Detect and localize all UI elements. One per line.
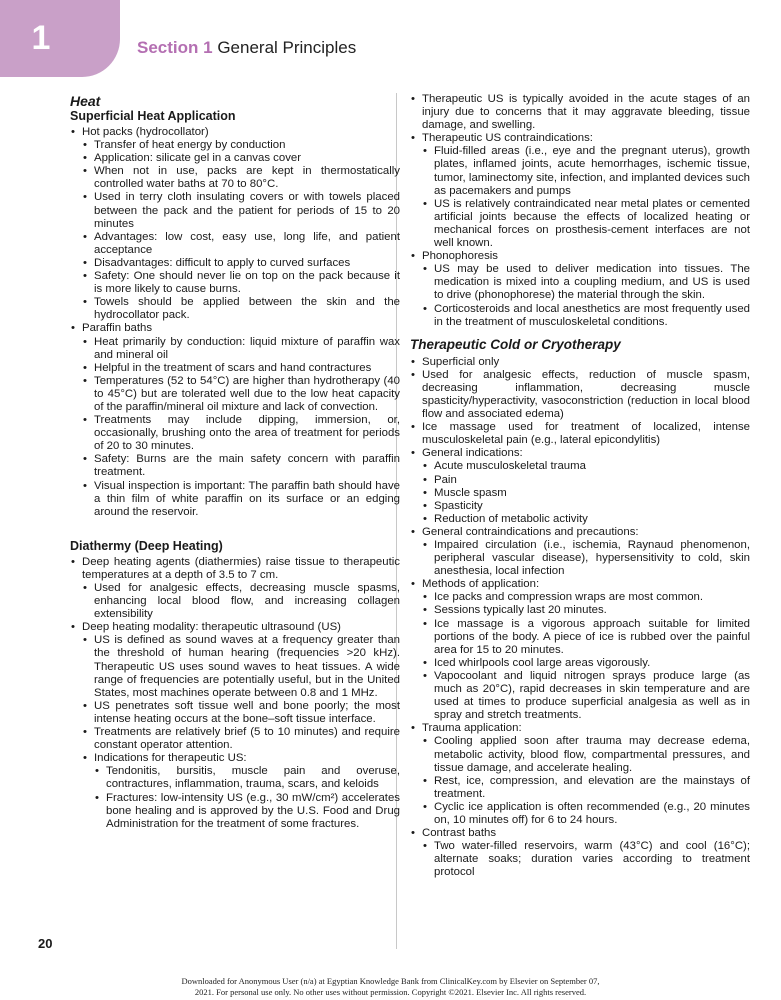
list-item-text: • When not in use, packs are kept in thermostatically controlled water baths at 70 to 80°C.: [94, 165, 400, 191]
list-item: [422, 500, 750, 513]
list-item: [422, 263, 750, 302]
list-item-text: • Safety: One should never lie on top on the pack because it is more likely to cause burns.: [94, 270, 400, 296]
us-continued-list: [410, 93, 750, 329]
list-item-text: • Muscle spasm: [434, 486, 507, 499]
list-item: [422, 539, 750, 578]
ultrasound-sublist: [82, 634, 400, 830]
section-name: General Principles: [217, 38, 357, 57]
list-item: [422, 618, 750, 657]
list-item-text: • Treatments may include dipping, immersion, or, occasionally, brushing onto the area of treatment for periods of 20 to 30 minutes.: [94, 414, 400, 453]
list-item-text: • Pain: [434, 473, 457, 486]
contraindications-sublist: [422, 145, 750, 250]
list-item: [82, 375, 400, 414]
list-item: [82, 231, 400, 257]
list-item-text: • US is defined as sound waves at a frequency greater than the threshold of human hearing (frequencies >20 kHz). Therapeutic US uses sound waves to heat tissues. A wide range of frequencies are potentially useful, but in the United States, most machines operate between 0.8 and 1 MHz.: [94, 634, 400, 699]
list-item: [422, 198, 750, 250]
list-item: [70, 621, 400, 831]
page-number: 20: [38, 936, 53, 951]
list-item: [422, 460, 750, 473]
list-item: [422, 670, 750, 722]
list-item: [410, 827, 750, 879]
list-item-text: • Ice packs and compression wraps are most common.: [434, 591, 704, 604]
list-item: [422, 735, 750, 774]
list-item-text: • Towels should be applied between the skin and the hydrocollator pack.: [94, 296, 400, 322]
list-item: [410, 93, 750, 132]
list-item: [422, 775, 750, 801]
superficial-list: [70, 126, 400, 519]
indications-sublist: [422, 460, 750, 525]
list-item: [94, 792, 400, 831]
list-item-text: • US is relatively contraindicated near metal plates or cemented artificial joints because the effects of localized heating or mechanical forces on prosthesis-cement interfaces are not well known.: [434, 197, 750, 250]
indications-sublist: [94, 765, 400, 830]
list-item: [422, 474, 750, 487]
hot-packs-sublist: [82, 139, 400, 322]
list-item: [82, 752, 400, 831]
footer-line: 2021. For personal use only. No other uses without permission. Copyright ©2021. Elsevier Inc. All rights reserved.: [194, 987, 587, 997]
list-item: [422, 604, 750, 617]
list-item-text: • Superficial only: [422, 355, 500, 368]
list-item-text: • Corticosteroids and local anesthetics are most frequently used in the treatment of musculoskeletal conditions.: [434, 302, 750, 328]
list-item: [82, 165, 400, 191]
footer-line: Downloaded for Anonymous User (n/a) at Egyptian Knowledge Bank from ClinicalKey.com by Elsevier on September 07,: [181, 976, 600, 986]
right-column: [410, 93, 750, 879]
list-item: [82, 726, 400, 752]
list-item-text: • Tendonitis, bursitis, muscle pain and overuse, contractures, inflammation, trauma, scars, and keloids: [106, 765, 400, 791]
list-item: [410, 369, 750, 421]
list-item: [82, 480, 400, 519]
list-item-text: • Fluid-filled areas (i.e., eye and the pregnant uterus), growth plates, inflamed joints, acute hemorrhages, ischemic tissue, tumor, laminectomy site, infection, and implanted devices such as pacemakers and pumps: [434, 145, 750, 197]
contraindications-sublist: [422, 539, 750, 578]
chapter-number: 1: [31, 19, 51, 57]
list-item-text: • Trauma application:: [422, 722, 522, 735]
list-item-text: • Phonophoresis: [422, 250, 498, 263]
list-item: [82, 634, 400, 699]
list-item-text: • Reduction of metabolic activity: [434, 512, 588, 525]
list-item: [82, 296, 400, 322]
list-item-text: • General contraindications and precautions:: [422, 525, 639, 538]
list-item: [410, 250, 750, 329]
list-item-text: • General indications:: [422, 447, 523, 460]
list-item-text: • Application: silicate gel in a canvas cover: [94, 152, 302, 165]
phonophoresis-sublist: [422, 263, 750, 328]
list-item-text: • Helpful in the treatment of scars and hand contractures: [94, 361, 372, 374]
list-item: [82, 152, 400, 165]
list-item: [410, 526, 750, 578]
section-label: Section 1: [137, 38, 213, 57]
list-item: [410, 722, 750, 827]
list-item: [410, 421, 750, 447]
list-item: [82, 270, 400, 296]
list-item: [422, 303, 750, 329]
list-item: [410, 356, 750, 369]
list-item: [410, 447, 750, 526]
methods-sublist: [422, 591, 750, 722]
list-item-text: • Treatments are relatively brief (5 to 10 minutes) and require constant operator attention.: [94, 726, 400, 752]
chapter-tab: [0, 0, 120, 77]
list-item-text: • Two water-filled reservoirs, warm (43°C) and cool (16°C); alternate soaks; duration varies according to treatment protocol: [434, 840, 750, 879]
paraffin-sublist: [82, 336, 400, 519]
left-column: [70, 93, 400, 831]
superficial-heat-heading: Superficial Heat Application: [70, 109, 236, 123]
list-item-text: • Hot packs (hydrocollator): [82, 126, 209, 138]
list-item-text: • Visual inspection is important: The paraffin bath should have a thin film of white paraffin on its surface or an edging around the reservoir.: [94, 479, 400, 518]
list-item-text: • Therapeutic US is typically avoided in the acute stages of an injury due to concerns that it may aggravate bleeding, tissue damage, and swelling.: [422, 93, 750, 132]
list-item-text: • Cooling applied soon after trauma may decrease edema, metabolic activity, blood flow, compartmental pressures, and tissue damage, and accelerate healing.: [434, 735, 750, 774]
list-item-text: • Used for analgesic effects, decreasing muscle spasms, enhancing local blood flow, and increasing collagen extensibility: [94, 582, 400, 621]
list-item-text: • Sessions typically last 20 minutes.: [434, 604, 607, 617]
list-item-text: • Impaired circulation (i.e., ischemia, Raynaud phenomenon, peripheral vascular disease), hypersensitivity to cold, skin anesthesia, local infection: [434, 539, 750, 578]
list-item-text: • Heat primarily by conduction: liquid mixture of paraffin wax and mineral oil: [94, 335, 400, 361]
trauma-sublist: [422, 735, 750, 827]
diathermy-list: [70, 556, 400, 831]
list-item-text: • Cyclic ice application is often recommended (e.g., 20 minutes on, 10 minutes off) for 6 to 24 hours.: [434, 800, 750, 826]
list-item: [422, 487, 750, 500]
list-item: [410, 578, 750, 722]
list-item-text: • Vapocoolant and liquid nitrogen sprays produce large (as much as 20°C), rapid decreases in skin temperature and are used at times to produce superficial analgesia as well as in spray and stretch treatments.: [434, 669, 750, 722]
list-item: [82, 414, 400, 453]
list-item: [82, 139, 400, 152]
list-item-text: • Iced whirlpools cool large areas vigorously.: [434, 656, 651, 669]
list-item: [82, 362, 400, 375]
list-item: [82, 257, 400, 270]
list-item-text: • Ice massage used for treatment of localized, intense musculoskeletal pain (e.g., lateral epicondylitis): [422, 421, 750, 447]
list-item: [82, 582, 400, 621]
list-item-text: • Temperatures (52 to 54°C) are higher than hydrotherapy (40 to 45°C) but are tolerated well due to the low heat capacity of the paraffin/mineral oil mixture and lack of convection.: [94, 374, 400, 413]
list-item: [82, 191, 400, 230]
list-item: [82, 336, 400, 362]
list-item-text: • Disadvantages: difficult to apply to curved surfaces: [94, 256, 351, 269]
list-item-text: • US may be used to deliver medication into tissues. The medication is mixed into a coupling medium, and US is used to drive (phonophorese) the material through the skin.: [434, 263, 750, 302]
list-item: [422, 801, 750, 827]
list-item: [422, 840, 750, 879]
list-item: [94, 765, 400, 791]
list-item: [410, 132, 750, 250]
list-item: [82, 453, 400, 479]
list-item-text: • Spasticity: [434, 499, 483, 512]
list-item-text: • Indications for therapeutic US:: [94, 752, 247, 765]
list-item-text: • Methods of application:: [422, 578, 540, 591]
list-item: [70, 126, 400, 322]
cryotherapy-list: [410, 356, 750, 880]
list-item-text: • Rest, ice, compression, and elevation are the mainstays of treatment.: [434, 774, 750, 800]
list-item: [422, 591, 750, 604]
list-item-text: • US penetrates soft tissue well and bone poorly; the most intense heating occurs at the bone–soft tissue interface.: [94, 699, 400, 725]
list-item-text: • Therapeutic US contraindications:: [422, 132, 593, 145]
list-item: [70, 556, 400, 621]
list-item-text: • Used in terry cloth insulating covers or with towels placed between the pack and the patient for periods of 15 to 20 minutes: [94, 191, 400, 230]
download-footer: [0, 976, 781, 998]
list-item: [422, 657, 750, 670]
list-item-text: • Safety: Burns are the main safety concern with paraffin treatment.: [94, 453, 400, 479]
list-item-text: • Paraffin baths: [82, 322, 153, 335]
cryotherapy-heading: Therapeutic Cold or Cryotherapy: [410, 336, 621, 352]
list-item: [70, 322, 400, 518]
section-header: [137, 38, 356, 58]
list-item-text: • Acute musculoskeletal trauma: [434, 460, 586, 473]
list-item-text: • Advantages: low cost, easy use, long life, and patient acceptance: [94, 230, 400, 256]
list-item: [82, 700, 400, 726]
list-item-text: • Deep heating modality: therapeutic ultrasound (US): [82, 621, 341, 634]
list-item-text: • Fractures: low-intensity US (e.g., 30 mW/cm²) accelerates bone healing and is approved by the U.S. Food and Drug Administration for the treatment of some fractures.: [106, 791, 400, 830]
deep-agents-sublist: [82, 582, 400, 621]
list-item-text: • Contrast baths: [422, 827, 497, 840]
list-item-text: • Deep heating agents (diathermies) raise tissue to therapeutic temperatures at a depth of 3.5 to 7 cm.: [82, 555, 400, 581]
contrast-sublist: [422, 840, 750, 879]
diathermy-heading: Diathermy (Deep Heating): [70, 538, 223, 553]
list-item-text: • Ice massage is a vigorous approach suitable for limited portions of the body. A piece of ice is rubbed over the painful area for 15 to 20 minutes.: [434, 617, 750, 656]
list-item: [422, 145, 750, 197]
list-item-text: • Used for analgesic effects, reduction of muscle spasm, decreasing inflammation, decreasing muscle spasticity/hyperactivity, vasoconstriction (reduction in local blood flow and associated edema): [422, 368, 750, 421]
heat-heading: Heat: [70, 93, 101, 109]
list-item: [422, 513, 750, 526]
list-item-text: • Transfer of heat energy by conduction: [94, 139, 286, 152]
